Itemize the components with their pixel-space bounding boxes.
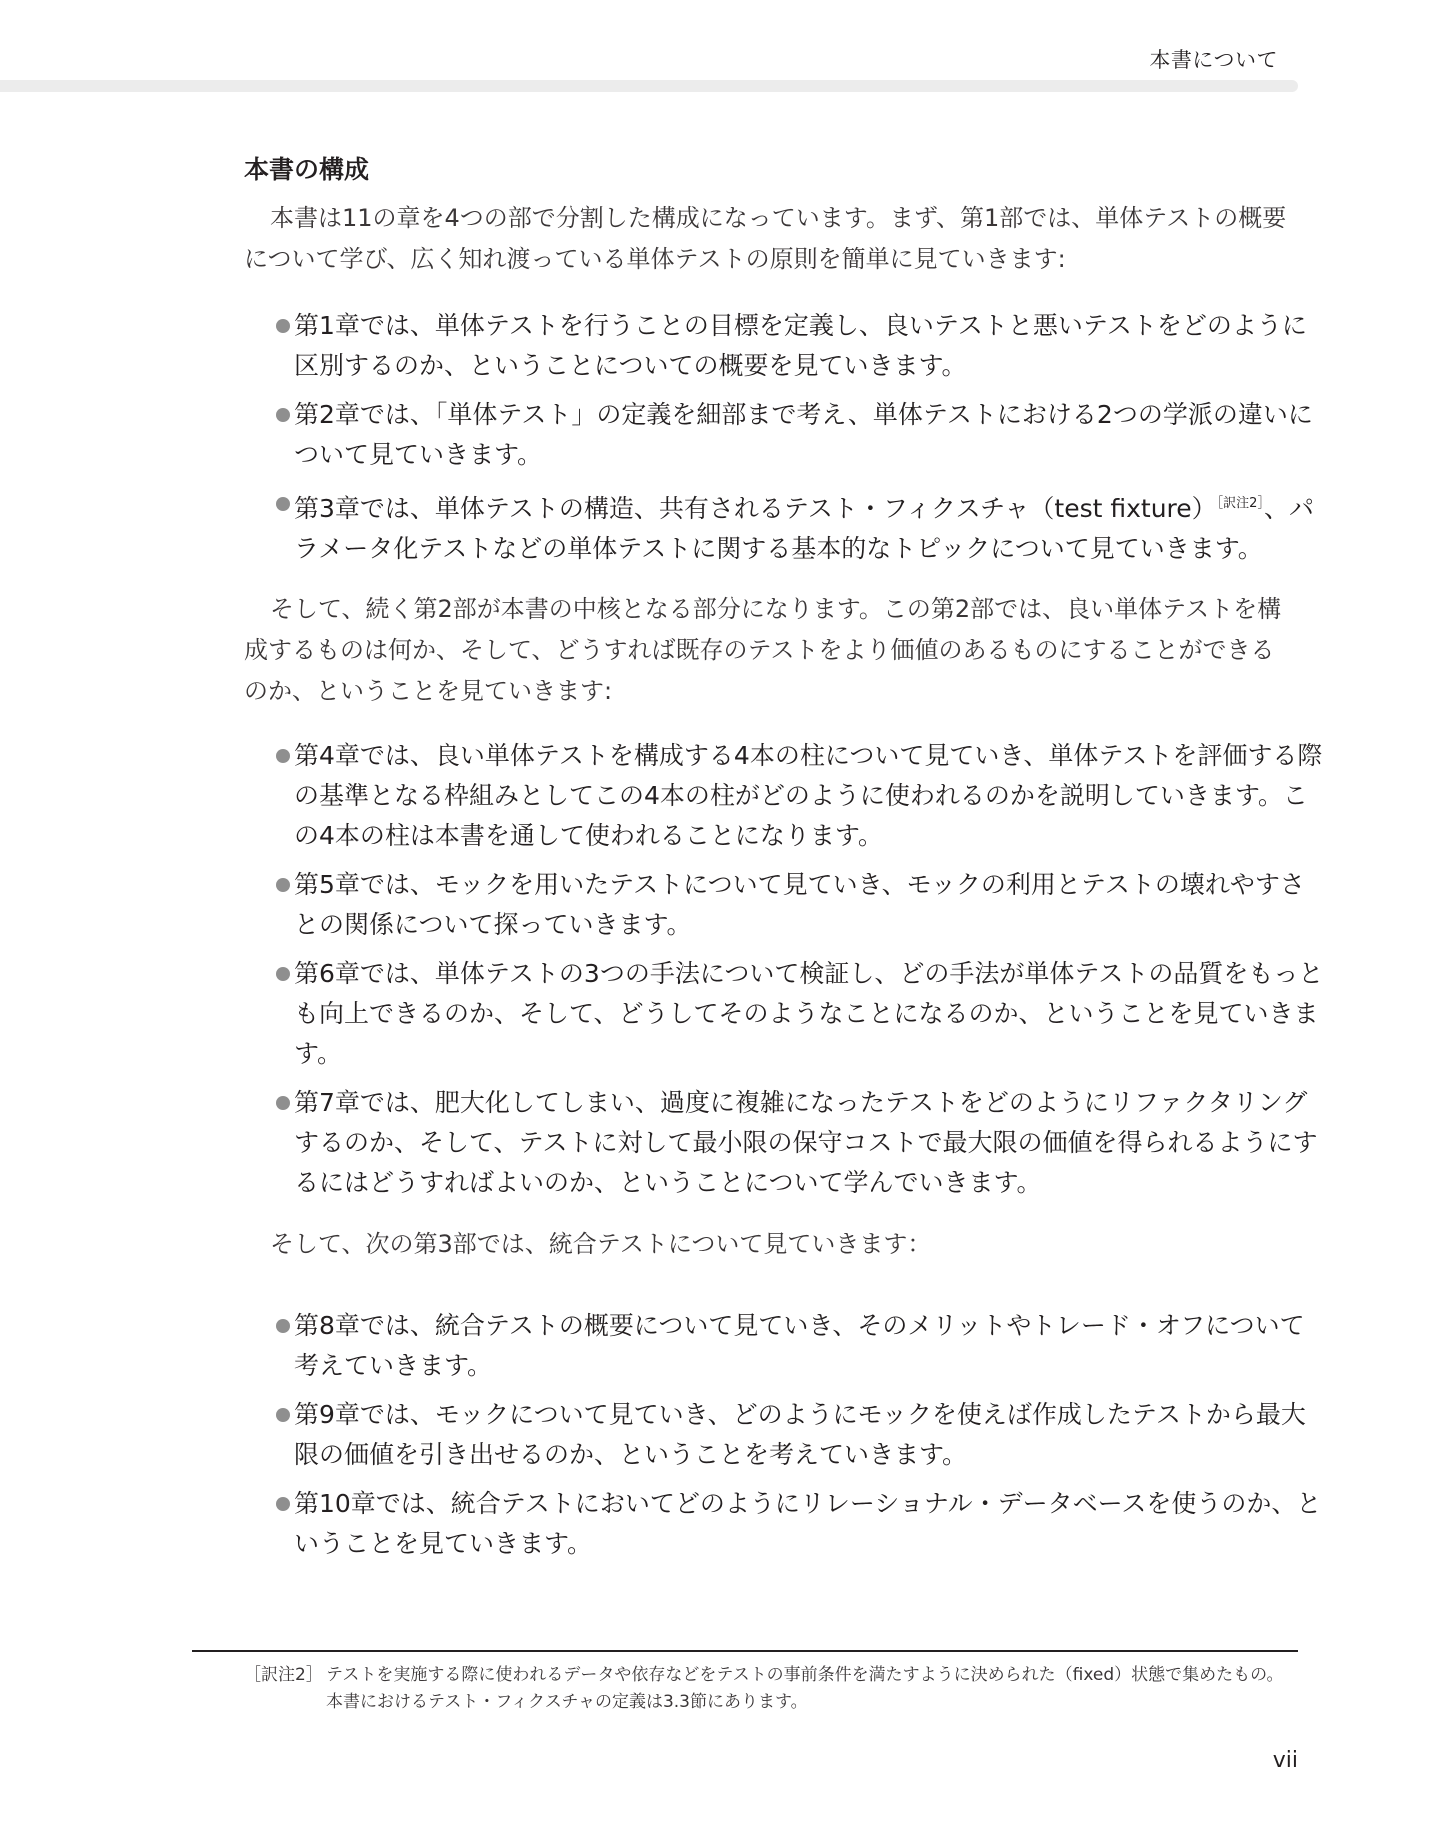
list-item-text: 第2章では、「単体テスト」の定義を細部まで考え、単体テストにおける2つの学派の違いについて見ていきます。 [294,400,1313,469]
running-header: 本書について [1149,48,1278,72]
list-item-text: 第9章では、モックについて見ていき、どのようにモックを使えば作成したテストから最大限の価値を引き出せるのか、ということを考えていきます。 [294,1400,1306,1469]
part3-paragraph: そして、次の第3部では、統合テストについて見ていきます： [270,1230,932,1258]
footnote-divider [192,1650,1298,1652]
list-item [244,395,1329,475]
bullet-icon [276,408,290,422]
footnote [244,1662,1324,1716]
footnote-line: テストを実施する際に使われるデータや依存などをテストの事前条件を満たすように決められた（fixed）状態で集めたもの。 [326,1665,1284,1685]
intro-paragraph: 本書は11の章を4つの部で分割した構成になっています。まず、第1部では、単体テストの概要について学び、広く知れ渡っている単体テストの原則を簡単に見ていきます: [244,204,1287,273]
list-item-text: 第4章では、良い単体テストを構成する4本の柱について見ていき、単体テストを評価する際の基準となる枠組みとしてこの4本の柱がどのように使われるのかを説明していきます。この4本の柱は本書を通して使われることになります。 [294,741,1323,850]
list-item [244,954,1329,1074]
list-item [244,1395,1329,1475]
list-item-text: 第7章では、肥大化してしまい、過度に複雑になったテストをどのようにリファクタリングするのか、そして、テストに対して最小限の保守コストで最大限の価値を得られるようにするにはどうすればよいのか、ということについて学んでいきます。 [294,1088,1318,1197]
list-item [244,865,1329,945]
bullet-icon [276,967,290,981]
footnote-line: 本書におけるテスト・フィクスチャの定義は3.3節にあります。 [326,1692,808,1712]
list-item [244,306,1329,386]
list-item-text: 第8章では、統合テストの概要について見ていき、そのメリットやトレード・オフについて考えていきます。 [294,1311,1305,1380]
part2-paragraph: そして、続く第2部が本書の中核となる部分になります。この第2部では、良い単体テストを構成するものは何か、そして、どうすれば既存のテストをより価値のあるものにすることができるのか、ということを見ていきます: [244,595,1282,705]
bullet-icon [276,1096,290,1110]
translator-note-ref: ［訳注2］ [1216,496,1264,511]
list-item [244,484,1329,569]
bullet-icon [276,1319,290,1333]
bullet-icon [276,1497,290,1511]
part2-chapter-list [244,736,1329,1203]
bullet-icon [276,319,290,333]
header-band [0,80,1298,92]
list-item-text: 第3章では、単体テストの構造、共有されるテスト・フィクスチャ（test fixture） [294,494,1217,523]
bullet-icon [276,749,290,763]
bullet-icon [276,497,290,511]
list-item-text: 第6章では、単体テストの3つの手法について検証し、どの手法が単体テストの品質をもっとも向上できるのか、そして、どうしてそのようなことになるのか、ということを見ていきます。 [294,959,1324,1068]
part1-chapter-list [244,306,1329,569]
list-item [244,1484,1329,1564]
list-item-text: 第1章では、単体テストを行うことの目標を定義し、良いテストと悪いテストをどのように区別するのか、ということについての概要を見ていきます。 [294,311,1307,380]
part3-chapter-list [244,1306,1329,1564]
bullet-icon [276,878,290,892]
list-item [244,1306,1329,1386]
section-title: 本書の構成 [244,155,370,184]
footnote-mark: ［訳注2］ [244,1665,323,1685]
list-item [244,1083,1329,1203]
list-item-text: 第5章では、モックを用いたテストについて見ていき、モックの利用とテストの壊れやすさとの関係について探っていきます。 [294,870,1305,939]
list-item [244,736,1329,856]
bullet-icon [276,1408,290,1422]
list-item-text: 第10章では、統合テストにおいてどのようにリレーショナル・データベースを使うのか、ということを見ていきます。 [294,1489,1322,1558]
page-number: vii [1272,1748,1298,1773]
list-item-text: 、パラメータ化テストなどの単体テストに関する基本的なトピックについて見ていきます。 [294,494,1314,563]
